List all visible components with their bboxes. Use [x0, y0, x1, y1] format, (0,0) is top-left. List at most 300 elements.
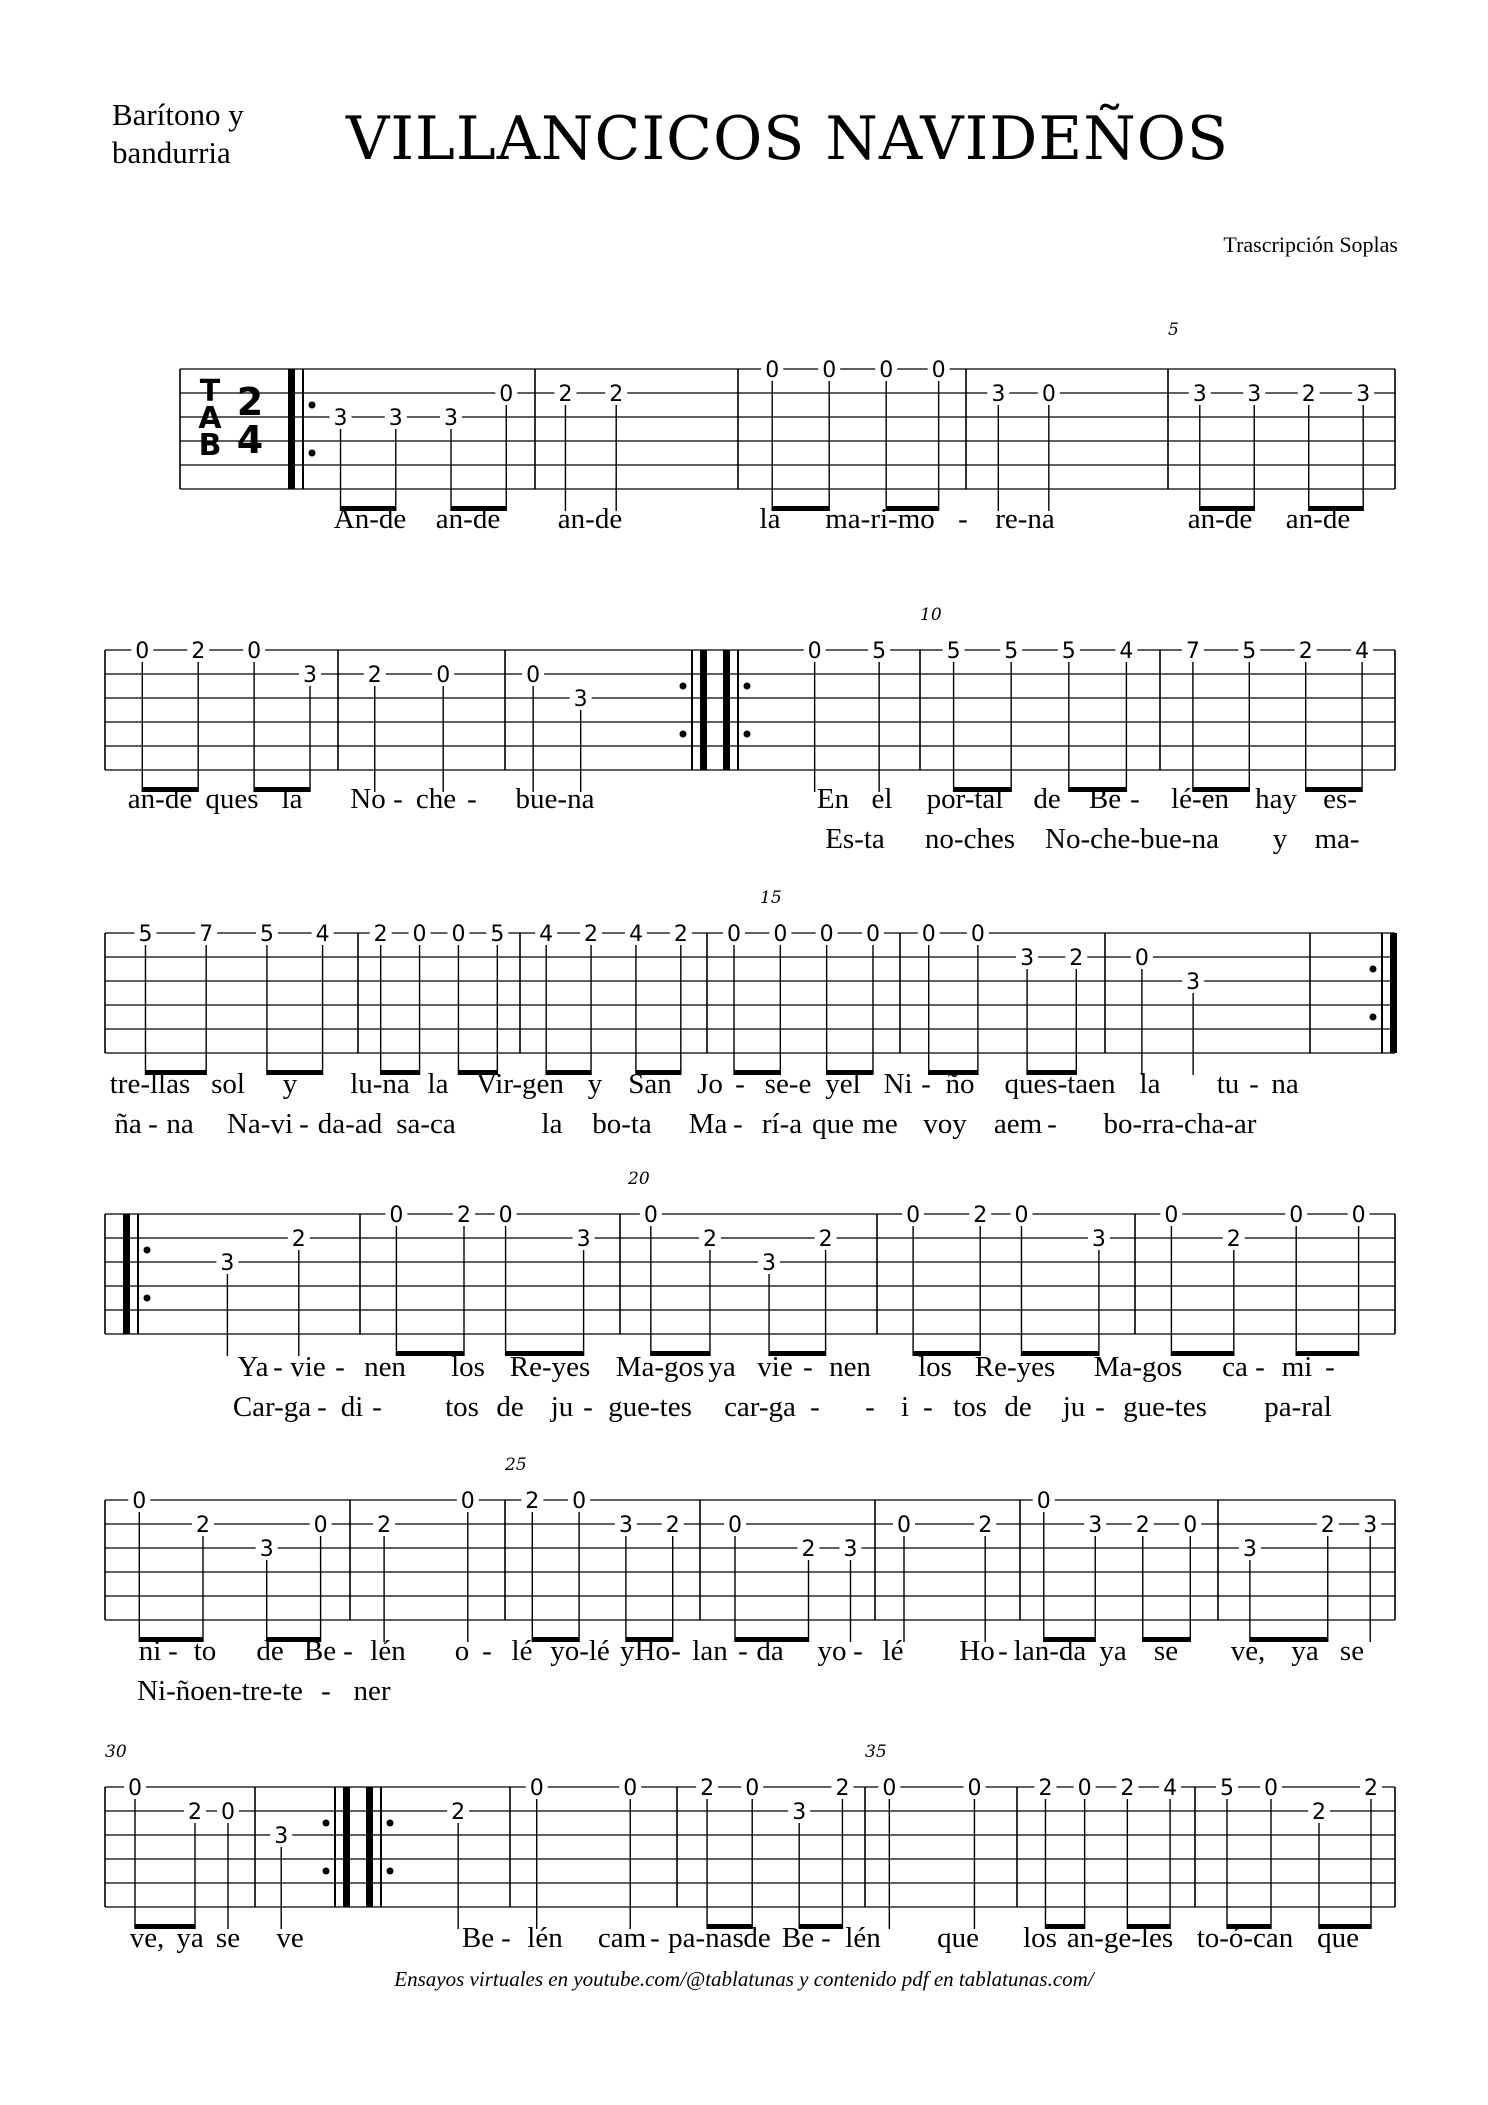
fret-number: 2 — [558, 382, 573, 407]
lyric-syllable: Ma-gos — [615, 1351, 705, 1383]
fret-number: 3 — [1192, 382, 1207, 407]
fret-number: 2 — [665, 1513, 680, 1538]
lyric-syllable: an-ge-les — [1066, 1922, 1174, 1954]
fret-number: 2 — [451, 1800, 466, 1825]
fret-number: 0 — [526, 663, 541, 688]
fret-number: 2 — [978, 1513, 993, 1538]
fret-number: 2 — [373, 922, 388, 947]
fret-number: 3 — [259, 1537, 274, 1562]
lyric-syllable: se — [215, 1922, 241, 1954]
fret-number: 3 — [762, 1251, 777, 1276]
fret-number: 0 — [1077, 1776, 1092, 1801]
lyric-syllable: ya — [708, 1351, 736, 1383]
fret-number: 3 — [843, 1537, 858, 1562]
fret-number: 5 — [1242, 639, 1257, 664]
fret-number: 2 — [1069, 946, 1084, 971]
repeat-dot — [387, 1820, 394, 1827]
fret-number: 2 — [818, 1227, 833, 1252]
fret-number: 0 — [135, 639, 150, 664]
lyric-syllable: car-ga — [724, 1391, 796, 1423]
repeat-dot — [1370, 966, 1377, 973]
fret-number: 4 — [1163, 1776, 1178, 1801]
lyric-syllable: ma-ri-mo — [825, 503, 935, 535]
lyric-syllable: Na-vi — [226, 1108, 294, 1140]
lyric-syllable: ner — [353, 1675, 391, 1707]
lyric-syllable: la — [427, 1068, 449, 1100]
fret-number: 0 — [1036, 1489, 1051, 1514]
repeat-dot — [744, 683, 751, 690]
lyric-syllable: - — [168, 1635, 178, 1667]
lyric-syllable: - — [317, 1391, 327, 1423]
fret-number: 7 — [1185, 639, 1200, 664]
measure-number: 15 — [760, 888, 782, 908]
lyric-syllable: lén — [527, 1922, 563, 1954]
lyric-syllable: San — [628, 1068, 672, 1100]
fret-number: 3 — [333, 406, 348, 431]
lyric-syllable: es- — [1323, 783, 1357, 815]
lyric-syllable: - — [803, 1351, 813, 1383]
fret-number: 0 — [1134, 946, 1149, 971]
time-signature-digit: 4 — [236, 418, 264, 462]
lyric-syllable: ma- — [1314, 823, 1360, 855]
lyric-syllable: - — [148, 1108, 158, 1140]
lyric-syllable: yel — [825, 1068, 861, 1100]
lyric-syllable: y — [587, 1068, 603, 1100]
tab-system-1 — [180, 320, 1395, 535]
lyric-syllable: Ho — [959, 1635, 995, 1667]
fret-number: 0 — [221, 1800, 235, 1825]
lyric-syllable: lan — [692, 1635, 728, 1667]
fret-number: 5 — [872, 639, 887, 664]
lyric-syllable: tu — [1216, 1068, 1240, 1100]
lyric-syllable: gue-tes — [1123, 1391, 1207, 1423]
repeat-thick-bar — [123, 1214, 130, 1334]
repeat-dot — [144, 1247, 151, 1254]
lyric-syllable: to — [193, 1635, 217, 1667]
transcription-credit: Trascripción Soplas — [1223, 232, 1398, 257]
lyric-syllable: el — [871, 783, 893, 815]
fret-number: 2 — [291, 1227, 306, 1252]
repeat-dot — [309, 402, 316, 409]
lyric-syllable: yHo — [620, 1635, 670, 1667]
lyric-syllable: vie — [290, 1351, 326, 1383]
lyric-syllable: bo-ta — [592, 1108, 652, 1140]
lyric-syllable: re-na — [995, 503, 1055, 535]
lyric-syllable: los — [918, 1351, 952, 1383]
lyric-syllable: sa-ca — [396, 1108, 456, 1140]
lyric-syllable: mi — [1281, 1351, 1313, 1383]
fret-number: 2 — [1298, 639, 1313, 664]
lyric-syllable: ques — [205, 783, 259, 815]
lyric-syllable: y — [282, 1068, 298, 1100]
fret-number: 7 — [199, 922, 214, 947]
lyric-syllable: - — [958, 503, 968, 535]
fret-number: 2 — [1301, 382, 1316, 407]
lyric-syllable: - — [733, 1108, 743, 1140]
lyric-syllable: Re-yes — [509, 1351, 591, 1383]
lyric-syllable: - — [335, 1351, 345, 1383]
lyric-syllable: por-tal — [926, 783, 1004, 815]
lyric-syllable: pa-ral — [1264, 1391, 1332, 1423]
fret-number: 0 — [1351, 1203, 1366, 1228]
lyric-syllable: la — [1139, 1068, 1161, 1100]
lyric-syllable: an-de — [557, 503, 623, 535]
fret-number: 5 — [259, 922, 274, 947]
lyric-syllable: - — [299, 1108, 309, 1140]
fret-number: 2 — [1135, 1513, 1150, 1538]
repeat-dot — [309, 450, 316, 457]
fret-number: 0 — [906, 1203, 921, 1228]
lyric-syllable: lé — [882, 1635, 904, 1667]
tab-clef-letter: A — [198, 401, 222, 436]
lyric-syllable: En — [816, 783, 850, 815]
fret-number: 0 — [498, 1203, 513, 1228]
lyric-syllable: voy — [923, 1108, 967, 1140]
lyric-syllable: - — [1130, 783, 1140, 815]
fret-number: 2 — [1226, 1227, 1241, 1252]
lyric-syllable: bo-rra-cha-ar — [1103, 1108, 1257, 1140]
tab-clef-letter: T — [199, 374, 221, 409]
fret-number: 3 — [1088, 1513, 1103, 1538]
lyric-syllable: que — [937, 1922, 979, 1954]
fret-number: 5 — [946, 639, 961, 664]
lyric-syllable: - — [1047, 1108, 1057, 1140]
lyric-syllable: ve, — [129, 1922, 165, 1954]
fret-number: 0 — [931, 358, 946, 383]
lyric-syllable: an-de — [1285, 503, 1351, 535]
lyric-syllable: los — [1023, 1922, 1057, 1954]
fret-number: 0 — [819, 922, 834, 947]
fret-number: 3 — [792, 1800, 807, 1825]
lyric-syllable: Be — [461, 1922, 495, 1954]
fret-number: 2 — [673, 922, 688, 947]
fret-number: 3 — [573, 687, 588, 712]
fret-number: 2 — [525, 1489, 540, 1514]
lyric-syllable: - — [923, 1391, 933, 1423]
lyric-syllable: to-ó-can — [1196, 1922, 1294, 1954]
lyric-syllable: ve — [276, 1922, 304, 1954]
lyric-syllable: - — [998, 1635, 1008, 1667]
lyric-syllable: ya — [1099, 1635, 1127, 1667]
lyric-syllable: an-de — [1187, 503, 1253, 535]
lyric-syllable: rí-a — [761, 1108, 803, 1140]
fret-number: 2 — [377, 1513, 392, 1538]
fret-number: 0 — [921, 922, 936, 947]
repeat-dot — [744, 731, 751, 738]
fret-number: 2 — [188, 1800, 202, 1825]
fret-number: 0 — [765, 358, 780, 383]
fret-number: 2 — [196, 1513, 210, 1538]
fret-number: 0 — [728, 1513, 742, 1538]
lyric-syllable: - — [865, 1391, 875, 1423]
lyric-syllable: aem — [993, 1108, 1043, 1140]
lyric-syllable: Vir-gen — [476, 1068, 564, 1100]
lyric-syllable: bue-na — [515, 783, 595, 815]
lyric-syllable: Car-ga — [232, 1391, 312, 1423]
fret-number: 3 — [618, 1513, 633, 1538]
repeat-dot — [1370, 1014, 1377, 1021]
lyric-syllable: ve, — [1230, 1635, 1266, 1667]
lyric-syllable: - — [738, 1635, 748, 1667]
lyric-syllable: - — [273, 1351, 283, 1383]
fret-number: 0 — [1164, 1203, 1179, 1228]
fret-number: 4 — [539, 922, 554, 947]
page-footer: Ensayos virtuales en youtube.com/@tablatunas y contenido pdf en tablatunas.com/ — [394, 1967, 1094, 1991]
fret-number: 3 — [576, 1227, 591, 1252]
fret-number: 0 — [967, 1776, 982, 1801]
fret-number: 2 — [702, 1227, 717, 1252]
lyric-syllable: - — [1325, 1351, 1335, 1383]
lyric-syllable: - — [1249, 1068, 1259, 1100]
fret-number: 2 — [835, 1776, 850, 1801]
fret-number: 0 — [1289, 1203, 1304, 1228]
lyric-syllable: - — [821, 1922, 831, 1954]
lyric-syllable: an-de — [127, 783, 193, 815]
fret-number: 3 — [991, 382, 1006, 407]
measure-number: 20 — [628, 1169, 650, 1189]
lyric-syllable: ya — [176, 1922, 204, 1954]
fret-number: 5 — [490, 922, 505, 947]
fret-number: 5 — [1004, 639, 1019, 664]
fret-number: 3 — [444, 406, 459, 431]
lyric-syllable: de — [1004, 1391, 1032, 1423]
lyric-syllable: Es-ta — [825, 823, 885, 855]
fret-number: 0 — [822, 358, 837, 383]
lyric-syllable: - — [343, 1635, 353, 1667]
tab-system-3 — [105, 888, 1397, 1140]
lyric-syllable: No-che-bue-na — [1045, 823, 1219, 855]
fret-number: 3 — [1091, 1227, 1106, 1252]
lyric-syllable: y — [1272, 823, 1288, 855]
lyric-syllable: de — [1033, 783, 1061, 815]
lyric-syllable: da — [756, 1635, 784, 1667]
lyric-syllable: nen — [364, 1351, 406, 1383]
lyric-syllable: ni — [138, 1635, 162, 1667]
lyric-syllable: la — [281, 783, 303, 815]
fret-number: 0 — [412, 922, 427, 947]
fret-number: 0 — [897, 1513, 911, 1538]
lyric-syllable: la — [759, 503, 781, 535]
fret-number: 0 — [1264, 1776, 1278, 1801]
lyric-syllable: vie — [757, 1351, 793, 1383]
repeat-dot — [323, 1868, 330, 1875]
fret-number: 2 — [700, 1776, 715, 1801]
lyric-syllable: na — [166, 1108, 194, 1140]
lyric-syllable: - — [482, 1635, 492, 1667]
lyric-syllable: yo-lé — [550, 1635, 610, 1667]
lyric-syllable: o — [454, 1635, 470, 1667]
fret-number: 2 — [1320, 1513, 1335, 1538]
repeat-dot — [387, 1868, 394, 1875]
fret-number: 3 — [1363, 1513, 1378, 1538]
fret-number: 2 — [1120, 1776, 1135, 1801]
fret-number: 4 — [1119, 639, 1134, 664]
lyric-syllable: che — [415, 783, 457, 815]
fret-number: 0 — [1041, 382, 1056, 407]
lyric-syllable: yo — [817, 1635, 847, 1667]
note-beam — [772, 506, 829, 511]
lyric-syllable: lu-na — [350, 1068, 410, 1100]
lyric-syllable: - — [467, 783, 477, 815]
fret-number: 2 — [1038, 1776, 1053, 1801]
lyric-syllable: Jo — [697, 1068, 723, 1100]
measure-number: 10 — [920, 605, 942, 625]
lyric-syllable: Ni — [883, 1068, 913, 1100]
fret-number: 5 — [1220, 1776, 1234, 1801]
fret-number: 0 — [865, 922, 880, 947]
lyric-syllable: lén — [370, 1635, 406, 1667]
fret-number: 3 — [388, 406, 403, 431]
fret-number: 0 — [132, 1489, 147, 1514]
lyric-syllable: Be — [781, 1922, 815, 1954]
fret-number: 2 — [367, 663, 382, 688]
repeat-thick-bar — [700, 650, 707, 770]
fret-number: 0 — [807, 639, 822, 664]
lyric-syllable: me — [862, 1108, 898, 1140]
lyric-syllable: na — [1271, 1068, 1299, 1100]
lyric-syllable: gue-tes — [608, 1391, 692, 1423]
tab-system-4 — [105, 1169, 1395, 1423]
tab-system-6 — [105, 1742, 1395, 1954]
lyric-syllable: de — [743, 1922, 771, 1954]
fret-number: 0 — [389, 1203, 404, 1228]
fret-number: 0 — [451, 922, 466, 947]
lyric-syllable: - — [810, 1391, 820, 1423]
repeat-thick-bar — [366, 1787, 373, 1907]
tab-system-5 — [105, 1455, 1395, 1707]
instrument-line-2: bandurria — [112, 135, 231, 170]
fret-number: 3 — [1247, 382, 1262, 407]
measure-number: 5 — [1168, 320, 1179, 340]
lyric-syllable: - — [735, 1068, 745, 1100]
lyric-syllable: - — [1095, 1391, 1105, 1423]
fret-number: 0 — [879, 358, 894, 383]
lyric-syllable: da-ad — [317, 1108, 383, 1140]
lyric-syllable: an-de — [435, 503, 501, 535]
tab-system-2 — [105, 605, 1395, 855]
lyric-syllable: Be — [1088, 783, 1122, 815]
lyric-syllable: No — [350, 783, 386, 815]
repeat-thick-bar — [1390, 933, 1397, 1053]
page-title: VILLANCICOS NAVIDEÑOS — [346, 104, 1230, 174]
fret-number: 3 — [1356, 382, 1371, 407]
fret-number: 0 — [313, 1513, 328, 1538]
fret-number: 0 — [745, 1776, 760, 1801]
lyric-syllable: i — [900, 1391, 910, 1423]
lyric-syllable: - — [650, 1922, 660, 1954]
fret-number: 2 — [973, 1203, 988, 1228]
lyric-syllable: ju — [1062, 1391, 1086, 1423]
lyric-syllable: lé — [511, 1635, 533, 1667]
lyric-syllable: se-e — [764, 1068, 812, 1100]
fret-number: 4 — [628, 922, 643, 947]
fret-number: 3 — [1020, 946, 1035, 971]
fret-number: 0 — [773, 922, 788, 947]
lyric-syllable: los — [451, 1351, 485, 1383]
fret-number: 4 — [315, 922, 330, 947]
lyric-syllable: - — [393, 783, 403, 815]
measure-number: 25 — [505, 1455, 527, 1475]
repeat-thick-bar — [343, 1787, 350, 1907]
lyric-syllable: tos — [953, 1391, 987, 1423]
lyric-syllable: nen — [829, 1351, 871, 1383]
fret-number: 4 — [1355, 639, 1370, 664]
lyric-syllable: Ma-gos — [1093, 1351, 1183, 1383]
instrument-line-1: Barítono y — [112, 97, 244, 132]
measure-number: 35 — [865, 1742, 887, 1762]
fret-number: 2 — [191, 639, 206, 664]
lyric-syllable: pa-nas — [668, 1922, 744, 1954]
lyric-syllable: ño — [945, 1068, 975, 1100]
lyric-syllable: tos — [445, 1391, 479, 1423]
repeat-dot — [323, 1820, 330, 1827]
fret-number: 5 — [1061, 639, 1076, 664]
fret-number: 0 — [643, 1203, 658, 1228]
repeat-thick-bar — [723, 650, 730, 770]
lyric-syllable: Ma — [688, 1108, 728, 1140]
lyric-syllable: ña — [114, 1108, 142, 1140]
fret-number: 2 — [584, 922, 599, 947]
fret-number: 3 — [303, 663, 318, 688]
lyric-syllable: - — [853, 1635, 863, 1667]
repeat-thick-bar — [288, 369, 295, 489]
lyric-syllable: - — [583, 1391, 593, 1423]
lyric-syllable: Be — [303, 1635, 337, 1667]
lyric-syllable: de — [496, 1391, 524, 1423]
lyric-syllable: lén — [845, 1922, 881, 1954]
lyric-syllable: - — [372, 1391, 382, 1423]
fret-number: 0 — [727, 922, 742, 947]
lyric-syllable: - — [921, 1068, 931, 1100]
fret-number: 2 — [609, 382, 624, 407]
lyric-syllable: Ya — [237, 1351, 269, 1383]
fret-number: 0 — [1014, 1203, 1029, 1228]
fret-number: 0 — [1183, 1513, 1198, 1538]
time-signature-digit: 2 — [236, 380, 264, 424]
lyric-syllable: Ni-ñoen-tre-te — [137, 1675, 303, 1707]
lyric-syllable: - — [671, 1635, 681, 1667]
lyric-syllable: ju — [550, 1391, 574, 1423]
fret-number: 0 — [529, 1776, 544, 1801]
lyric-syllable: di — [340, 1391, 364, 1423]
lyric-syllable: ya — [1291, 1635, 1319, 1667]
lyric-syllable: - — [1255, 1351, 1265, 1383]
lyric-syllable: la — [541, 1108, 563, 1140]
lyric-syllable: lé-en — [1171, 783, 1229, 815]
lyric-syllable: ques-taen — [1004, 1068, 1116, 1100]
fret-number: 0 — [247, 639, 262, 664]
fret-number: 0 — [128, 1776, 142, 1801]
lyric-syllable: sol — [211, 1068, 245, 1100]
fret-number: 3 — [1186, 970, 1201, 995]
measure-number: 30 — [105, 1742, 127, 1762]
lyric-syllable: - — [321, 1675, 331, 1707]
lyric-syllable: - — [501, 1922, 511, 1954]
lyric-syllable: hay — [1255, 783, 1297, 815]
lyric-syllable: ca — [1222, 1351, 1248, 1383]
fret-number: 0 — [436, 663, 451, 688]
lyric-syllable: se — [1153, 1635, 1179, 1667]
lyric-syllable: tre-llas — [109, 1068, 191, 1100]
fret-number: 2 — [457, 1203, 471, 1228]
fret-number: 0 — [623, 1776, 638, 1801]
fret-number: 0 — [572, 1489, 587, 1514]
lyric-syllable: cam — [597, 1922, 647, 1954]
lyric-syllable: que — [812, 1108, 854, 1140]
lyric-syllable: Re-yes — [974, 1351, 1056, 1383]
fret-number: 5 — [138, 922, 153, 947]
tab-clef-letter: B — [198, 428, 222, 463]
